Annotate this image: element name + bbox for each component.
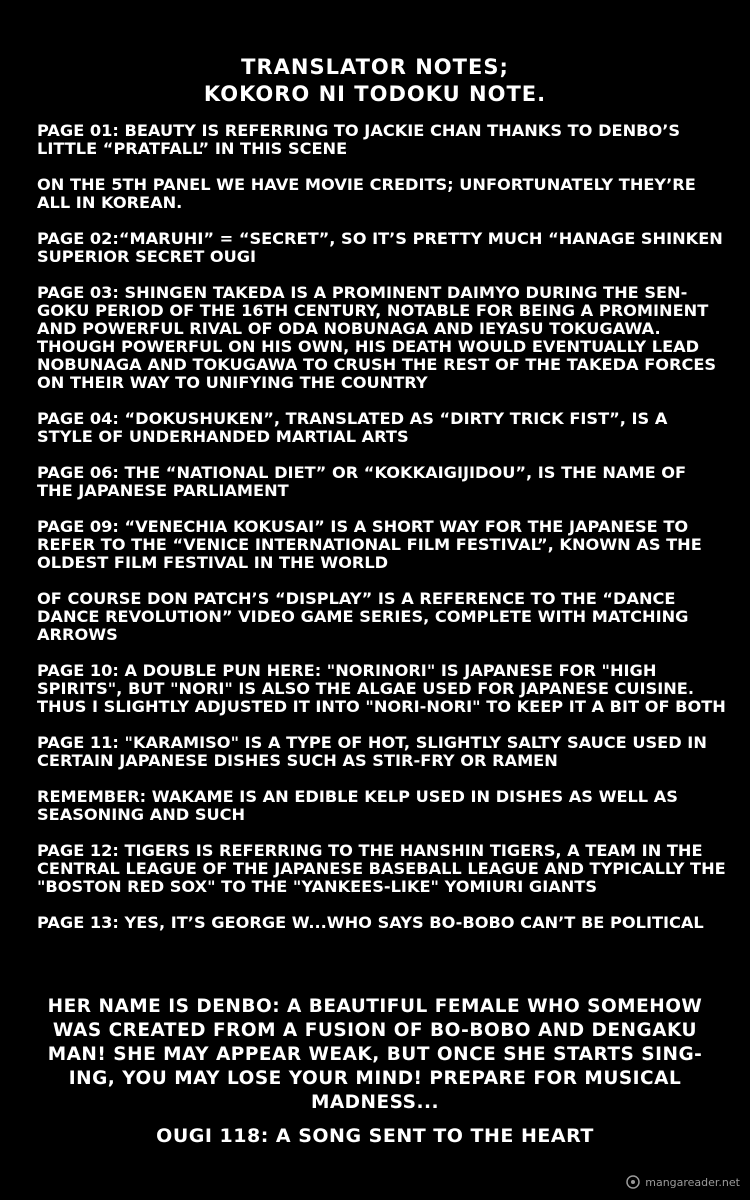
note-item: PAGE 02:“MARUHI” = “SECRET”, SO IT’S PRETTY MUCH “HANAGE SHINKEN SUPERIOR SECRET OUGI: [37, 229, 723, 266]
chapter-blurb: HER NAME IS DENBO: A BEAUTIFUL FEMALE WHO SOMEHOW WAS CREATED FROM A FUSION OF BO-BOBO AND DENGAKU MAN! SHE MAY APPEAR WEAK, BUT ONCE SHE STARTS SING-ING, YOU MAY LOSE YOUR MIND! PREPARE FOR MUSICAL MADNESS...: [47, 996, 703, 1113]
translator-notes: [37, 122, 727, 950]
page-title: [0, 54, 750, 108]
watermark: [625, 1174, 740, 1190]
note-item: OF COURSE DON PATCH’S “DISPLAY” IS A REFERENCE TO THE “DANCE DANCE REVOLUTION” VIDEO GAME SERIES, COMPLETE WITH MATCHING ARROWS: [37, 589, 689, 644]
note-item: PAGE 06: THE “NATIONAL DIET” OR “KOKKAIGIJIDOU”, IS THE NAME OF THE JAPANESE PARLIAMENT: [37, 463, 687, 500]
note-item: PAGE 10: A DOUBLE PUN HERE: "NORINORI" IS JAPANESE FOR "HIGH SPIRITS", BUT "NORI" IS ALSO THE ALGAE USED FOR JAPANESE CUISINE. THUS I SLIGHTLY ADJUSTED IT INTO "NORI-NORI" TO KEEP IT A BIT OF BOTH: [37, 661, 726, 716]
note-item: PAGE 13: YES, IT’S GEORGE W...WHO SAYS BO-BOBO CAN’T BE POLITICAL: [37, 913, 704, 932]
title-line-1: TRANSLATOR NOTES;: [241, 55, 509, 79]
note-item: PAGE 09: “VENECHIA KOKUSAI” IS A SHORT WAY FOR THE JAPANESE TO REFER TO THE “VENICE INTERNATIONAL FILM FESTIVAL”, KNOWN AS THE OLDEST FILM FESTIVAL IN THE WORLD: [37, 517, 702, 572]
note-item: PAGE 11: "KARAMISO" IS A TYPE OF HOT, SLIGHTLY SALTY SAUCE USED IN CERTAIN JAPANESE DISHES SUCH AS STIR-FRY OR RAMEN: [37, 733, 707, 770]
watermark-text: mangareader.net: [645, 1175, 740, 1189]
chapter-title: OUGI 118: A SONG SENT TO THE HEART: [156, 1125, 594, 1147]
note-item: PAGE 12: TIGERS IS REFERRING TO THE HANSHIN TIGERS, A TEAM IN THE CENTRAL LEAGUE OF THE JAPANESE BASEBALL LEAGUE AND TYPICALLY THE "BOSTON RED SOX" TO THE "YANKEES-LIKE" YOMIURI GIANTS: [37, 841, 726, 896]
watermark-logo-icon: [625, 1174, 641, 1190]
title-line-2: KOKORO NI TODOKU NOTE.: [203, 82, 547, 106]
note-item: PAGE 01: BEAUTY IS REFERRING TO JACKIE CHAN THANKS TO DENBO’S LITTLE “PRATFALL” IN THIS SCENE: [37, 121, 681, 158]
note-item: ON THE 5TH PANEL WE HAVE MOVIE CREDITS; UNFORTUNATELY THEY’RE ALL IN KOREAN.: [37, 175, 696, 212]
note-item: PAGE 04: “DOKUSHUKEN”, TRANSLATED AS “DIRTY TRICK FIST”, IS A STYLE OF UNDERHANDED MARTIAL ARTS: [37, 409, 668, 446]
note-item: REMEMBER: WAKAME IS AN EDIBLE KELP USED IN DISHES AS WELL AS SEASONING AND SUCH: [37, 787, 678, 824]
note-item: PAGE 03: SHINGEN TAKEDA IS A PROMINENT DAIMYO DURING THE SEN-GOKU PERIOD OF THE 16TH CENTURY, NOTABLE FOR BEING A PROMINENT AND POWERFUL RIVAL OF ODA NOBUNAGA AND IEYASU TOKUGAWA. THOUGH POWERFUL ON HIS OWN, HIS DEATH WOULD EVENTUALLY LEAD NOBUNAGA AND TOKUGAWA TO CRUSH THE REST OF THE TAKEDA FORCES ON THEIR WAY TO UNIFYING THE COUNTRY: [37, 283, 717, 392]
